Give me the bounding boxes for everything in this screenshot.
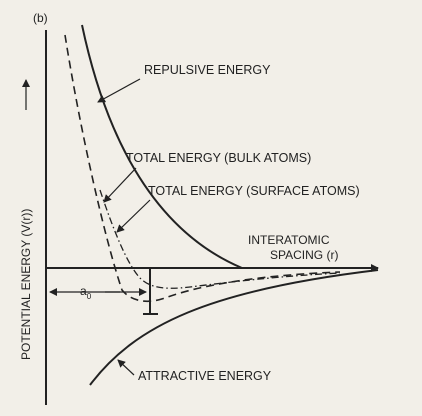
a0-label: $a_0$	[80, 284, 92, 301]
y-axis-label: POTENTIAL ENERGY (V(r))	[19, 208, 33, 360]
x-axis-label-line1: INTERATOMIC	[248, 233, 330, 247]
attractive-energy-label: ATTRACTIVE ENERGY	[138, 369, 272, 383]
total-surface-label-arrow	[117, 200, 150, 232]
total-surface-label: TOTAL ENERGY (SURFACE ATOMS)	[148, 184, 360, 198]
repulsive-label-arrow	[98, 79, 140, 102]
repulsive-energy-label: REPULSIVE ENERGY	[144, 63, 271, 77]
attractive-energy-curve	[90, 270, 378, 385]
panel-label: (b)	[33, 11, 48, 25]
total-bulk-label-arrow	[104, 168, 136, 202]
total-bulk-label: TOTAL ENERGY (BULK ATOMS)	[126, 151, 312, 165]
x-axis-label-line2: SPACING (r)	[270, 248, 339, 262]
attractive-label-arrow	[118, 360, 134, 375]
